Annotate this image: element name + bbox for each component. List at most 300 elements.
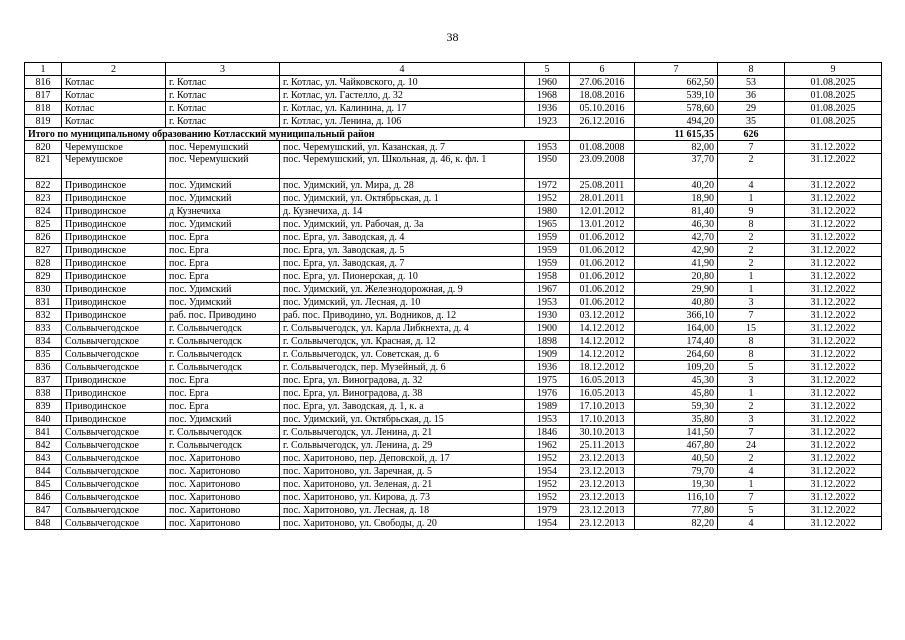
deadline-cell: 31.12.2022 xyxy=(785,192,882,205)
area-cell: 19,30 xyxy=(635,478,718,491)
municipality-cell: Котлас xyxy=(62,102,166,115)
settlement-cell: пос. Удимский xyxy=(166,413,280,426)
residents-cell: 29 xyxy=(718,102,785,115)
residents-cell: 2 xyxy=(718,231,785,244)
residents-cell: 4 xyxy=(718,465,785,478)
year-cell: 1936 xyxy=(525,102,570,115)
row-number-cell: 830 xyxy=(25,283,62,296)
row-number-cell: 836 xyxy=(25,361,62,374)
residents-cell: 4 xyxy=(718,517,785,530)
deadline-cell: 01.08.2025 xyxy=(785,115,882,128)
municipality-cell: Сольвычегодское xyxy=(62,335,166,348)
municipality-cell: Приводинское xyxy=(62,374,166,387)
date-cell: 01.06.2012 xyxy=(570,270,635,283)
deadline-cell: 31.12.2022 xyxy=(785,452,882,465)
settlement-cell: пос. Ерга xyxy=(166,374,280,387)
address-cell: пос. Харитоново, ул. Свободы, д. 20 xyxy=(280,517,525,530)
area-cell: 82,20 xyxy=(635,517,718,530)
table-row xyxy=(25,465,882,478)
date-cell: 23.12.2013 xyxy=(570,491,635,504)
date-cell: 26.12.2016 xyxy=(570,115,635,128)
area-cell: 141,50 xyxy=(635,426,718,439)
deadline-cell: 31.12.2022 xyxy=(785,322,882,335)
column-header: 3 xyxy=(166,63,280,76)
date-cell: 01.06.2012 xyxy=(570,231,635,244)
deadline-cell: 31.12.2022 xyxy=(785,387,882,400)
residents-cell: 36 xyxy=(718,89,785,102)
address-cell: пос. Ерга, ул. Виноградова, д. 32 xyxy=(280,374,525,387)
deadline-cell: 31.12.2022 xyxy=(785,400,882,413)
municipality-cell: Черемушское xyxy=(62,154,166,179)
row-number-cell: 819 xyxy=(25,115,62,128)
row-number-cell: 825 xyxy=(25,218,62,231)
residents-cell: 5 xyxy=(718,361,785,374)
residents-cell: 5 xyxy=(718,504,785,517)
address-cell: г. Сольвычегодск, ул. Ленина, д. 21 xyxy=(280,426,525,439)
area-cell: 45,30 xyxy=(635,374,718,387)
date-cell: 28.01.2011 xyxy=(570,192,635,205)
deadline-cell: 31.12.2022 xyxy=(785,231,882,244)
residents-cell: 1 xyxy=(718,283,785,296)
settlement-cell: д Кузнечиха xyxy=(166,205,280,218)
deadline-cell: 31.12.2022 xyxy=(785,218,882,231)
table-row xyxy=(25,504,882,517)
row-number-cell: 817 xyxy=(25,89,62,102)
table-row xyxy=(25,179,882,192)
deadline-cell: 31.12.2022 xyxy=(785,283,882,296)
area-cell: 539,10 xyxy=(635,89,718,102)
date-cell: 01.06.2012 xyxy=(570,257,635,270)
row-number-cell: 823 xyxy=(25,192,62,205)
table-row xyxy=(25,400,882,413)
residents-cell: 24 xyxy=(718,439,785,452)
date-cell: 16.05.2013 xyxy=(570,387,635,400)
total-row xyxy=(25,128,882,141)
row-number-cell: 821 xyxy=(25,154,62,179)
date-cell: 18.08.2016 xyxy=(570,89,635,102)
settlement-cell: г. Сольвычегодск xyxy=(166,348,280,361)
municipality-cell: Котлас xyxy=(62,76,166,89)
address-cell: пос. Удимский, ул. Рабочая, д. 3а xyxy=(280,218,525,231)
date-cell: 23.12.2013 xyxy=(570,517,635,530)
settlement-cell: пос. Харитоново xyxy=(166,452,280,465)
area-cell: 29,90 xyxy=(635,283,718,296)
municipality-cell: Приводинское xyxy=(62,283,166,296)
year-cell: 1959 xyxy=(525,257,570,270)
table-row xyxy=(25,141,882,154)
column-header: 6 xyxy=(570,63,635,76)
deadline-cell: 31.12.2022 xyxy=(785,244,882,257)
table-row xyxy=(25,115,882,128)
deadline-cell: 31.12.2022 xyxy=(785,439,882,452)
column-number-row xyxy=(25,63,882,76)
residents-cell: 8 xyxy=(718,218,785,231)
year-cell: 1952 xyxy=(525,478,570,491)
area-cell: 40,80 xyxy=(635,296,718,309)
year-cell: 1953 xyxy=(525,413,570,426)
table-row xyxy=(25,76,882,89)
date-cell: 23.12.2013 xyxy=(570,452,635,465)
address-cell: пос. Черемушский, ул. Школьная, д. 46, к. фл. 1 xyxy=(280,154,525,179)
municipality-cell: Приводинское xyxy=(62,400,166,413)
deadline-cell: 31.12.2022 xyxy=(785,465,882,478)
municipality-cell: Сольвычегодское xyxy=(62,348,166,361)
row-number-cell: 822 xyxy=(25,179,62,192)
area-cell: 366,10 xyxy=(635,309,718,322)
table-row xyxy=(25,517,882,530)
residents-cell: 53 xyxy=(718,76,785,89)
address-cell: пос. Ерга, ул. Виноградова, д. 38 xyxy=(280,387,525,400)
residents-cell: 1 xyxy=(718,270,785,283)
row-number-cell: 838 xyxy=(25,387,62,400)
settlement-cell: г. Сольвычегодск xyxy=(166,335,280,348)
year-cell: 1958 xyxy=(525,270,570,283)
table-row xyxy=(25,205,882,218)
address-cell: пос. Удимский, ул. Железнодорожная, д. 9 xyxy=(280,283,525,296)
area-cell: 494,20 xyxy=(635,115,718,128)
residents-cell: 9 xyxy=(718,205,785,218)
deadline-cell: 31.12.2022 xyxy=(785,426,882,439)
settlement-cell: г. Котлас xyxy=(166,102,280,115)
year-cell: 1953 xyxy=(525,141,570,154)
settlement-cell: пос. Черемушский xyxy=(166,154,280,179)
row-number-cell: 840 xyxy=(25,413,62,426)
deadline-cell: 31.12.2022 xyxy=(785,154,882,179)
residents-cell: 7 xyxy=(718,309,785,322)
area-cell: 46,30 xyxy=(635,218,718,231)
area-cell: 18,90 xyxy=(635,192,718,205)
table-row xyxy=(25,491,882,504)
row-number-cell: 837 xyxy=(25,374,62,387)
settlement-cell: пос. Ерга xyxy=(166,387,280,400)
table-row xyxy=(25,283,882,296)
municipality-cell: Сольвычегодское xyxy=(62,504,166,517)
area-cell: 82,00 xyxy=(635,141,718,154)
date-cell: 17.10.2013 xyxy=(570,400,635,413)
year-cell: 1954 xyxy=(525,465,570,478)
address-cell: пос. Харитоново, ул. Заречная, д. 5 xyxy=(280,465,525,478)
settlement-cell: г. Сольвычегодск xyxy=(166,426,280,439)
settlement-cell: пос. Харитоново xyxy=(166,517,280,530)
residents-cell: 2 xyxy=(718,244,785,257)
table-row xyxy=(25,439,882,452)
municipality-cell: Приводинское xyxy=(62,270,166,283)
area-cell: 578,60 xyxy=(635,102,718,115)
settlement-cell: пос. Удимский xyxy=(166,283,280,296)
address-cell: г. Котлас, ул. Чайковского, д. 10 xyxy=(280,76,525,89)
date-cell: 14.12.2012 xyxy=(570,322,635,335)
settlement-cell: пос. Харитоново xyxy=(166,491,280,504)
table-row xyxy=(25,374,882,387)
column-header: 1 xyxy=(25,63,62,76)
deadline-cell: 31.12.2022 xyxy=(785,141,882,154)
year-cell: 1962 xyxy=(525,439,570,452)
address-cell: г. Сольвычегодск, ул. Красная, д. 12 xyxy=(280,335,525,348)
empty-cell xyxy=(570,128,635,141)
deadline-cell: 31.12.2022 xyxy=(785,478,882,491)
municipality-cell: Сольвычегодское xyxy=(62,426,166,439)
table-row xyxy=(25,244,882,257)
address-cell: пос. Харитоново, ул. Лесная, д. 18 xyxy=(280,504,525,517)
row-number-cell: 827 xyxy=(25,244,62,257)
column-header: 9 xyxy=(785,63,882,76)
year-cell: 1989 xyxy=(525,400,570,413)
date-cell: 01.06.2012 xyxy=(570,296,635,309)
year-cell: 1954 xyxy=(525,517,570,530)
row-number-cell: 826 xyxy=(25,231,62,244)
date-cell: 25.11.2013 xyxy=(570,439,635,452)
area-cell: 116,10 xyxy=(635,491,718,504)
date-cell: 17.10.2013 xyxy=(570,413,635,426)
address-cell: пос. Харитоново, ул. Зеленая, д. 21 xyxy=(280,478,525,491)
deadline-cell: 01.08.2025 xyxy=(785,76,882,89)
area-cell: 35,80 xyxy=(635,413,718,426)
table-row xyxy=(25,478,882,491)
date-cell: 12.01.2012 xyxy=(570,205,635,218)
residents-cell: 2 xyxy=(718,154,785,179)
address-cell: пос. Ерга, ул. Заводская, д. 1, к. а xyxy=(280,400,525,413)
area-cell: 40,20 xyxy=(635,179,718,192)
year-cell: 1975 xyxy=(525,374,570,387)
date-cell: 13.01.2012 xyxy=(570,218,635,231)
year-cell: 1846 xyxy=(525,426,570,439)
table-row xyxy=(25,348,882,361)
area-cell: 42,70 xyxy=(635,231,718,244)
year-cell: 1950 xyxy=(525,154,570,179)
table-row xyxy=(25,89,882,102)
residents-cell: 1 xyxy=(718,478,785,491)
row-number-cell: 828 xyxy=(25,257,62,270)
date-cell: 23.09.2008 xyxy=(570,154,635,179)
area-cell: 59,30 xyxy=(635,400,718,413)
residents-cell: 1 xyxy=(718,192,785,205)
table-row xyxy=(25,231,882,244)
deadline-cell: 31.12.2022 xyxy=(785,413,882,426)
date-cell: 14.12.2012 xyxy=(570,348,635,361)
year-cell: 1952 xyxy=(525,491,570,504)
settlement-cell: раб. пос. Приводино xyxy=(166,309,280,322)
row-number-cell: 844 xyxy=(25,465,62,478)
deadline-cell: 01.08.2025 xyxy=(785,102,882,115)
area-cell: 37,70 xyxy=(635,154,718,179)
page-number: 38 xyxy=(446,30,459,44)
municipality-cell: Сольвычегодское xyxy=(62,361,166,374)
deadline-cell: 01.08.2025 xyxy=(785,89,882,102)
settlement-cell: пос. Ерга xyxy=(166,231,280,244)
residents-cell: 35 xyxy=(718,115,785,128)
address-cell: пос. Удимский, ул. Лесная, д. 10 xyxy=(280,296,525,309)
residents-cell: 15 xyxy=(718,322,785,335)
municipality-cell: Приводинское xyxy=(62,257,166,270)
table-row xyxy=(25,270,882,283)
area-cell: 662,50 xyxy=(635,76,718,89)
date-cell: 30.10.2013 xyxy=(570,426,635,439)
address-cell: г. Котлас, ул. Ленина, д. 106 xyxy=(280,115,525,128)
table-row xyxy=(25,426,882,439)
address-cell: пос. Ерга, ул. Заводская, д. 7 xyxy=(280,257,525,270)
municipality-cell: Приводинское xyxy=(62,179,166,192)
row-number-cell: 820 xyxy=(25,141,62,154)
address-cell: пос. Ерга, ул. Пионерская, д. 10 xyxy=(280,270,525,283)
row-number-cell: 834 xyxy=(25,335,62,348)
area-cell: 164,00 xyxy=(635,322,718,335)
municipality-cell: Приводинское xyxy=(62,413,166,426)
year-cell: 1953 xyxy=(525,296,570,309)
address-cell: г. Котлас, ул. Гастелло, д. 32 xyxy=(280,89,525,102)
date-cell: 05.10.2016 xyxy=(570,102,635,115)
settlement-cell: г. Сольвычегодск xyxy=(166,322,280,335)
deadline-cell: 31.12.2022 xyxy=(785,257,882,270)
total-label-cell: Итого по муниципальному образованию Котласский муниципальный район xyxy=(25,128,570,141)
year-cell: 1965 xyxy=(525,218,570,231)
deadline-cell: 31.12.2022 xyxy=(785,491,882,504)
year-cell: 1936 xyxy=(525,361,570,374)
settlement-cell: пос. Удимский xyxy=(166,218,280,231)
address-cell: г. Сольвычегодск, пер. Музейный, д. 6 xyxy=(280,361,525,374)
year-cell: 1959 xyxy=(525,231,570,244)
municipality-cell: Черемушское xyxy=(62,141,166,154)
municipality-cell: Приводинское xyxy=(62,296,166,309)
year-cell: 1900 xyxy=(525,322,570,335)
row-number-cell: 842 xyxy=(25,439,62,452)
row-number-cell: 833 xyxy=(25,322,62,335)
row-number-cell: 845 xyxy=(25,478,62,491)
settlement-cell: пос. Харитоново xyxy=(166,504,280,517)
address-cell: пос. Харитоново, ул. Кирова, д. 73 xyxy=(280,491,525,504)
address-cell: пос. Удимский, ул. Октябрьская, д. 1 xyxy=(280,192,525,205)
table-row xyxy=(25,218,882,231)
settlement-cell: пос. Ерга xyxy=(166,244,280,257)
residents-cell: 2 xyxy=(718,452,785,465)
deadline-cell: 31.12.2022 xyxy=(785,205,882,218)
settlement-cell: пос. Ерга xyxy=(166,400,280,413)
date-cell: 16.05.2013 xyxy=(570,374,635,387)
municipality-cell: Приводинское xyxy=(62,205,166,218)
municipality-cell: Приводинское xyxy=(62,309,166,322)
residents-cell: 2 xyxy=(718,257,785,270)
area-cell: 77,80 xyxy=(635,504,718,517)
date-cell: 01.08.2008 xyxy=(570,141,635,154)
row-number-cell: 835 xyxy=(25,348,62,361)
date-cell: 23.12.2013 xyxy=(570,504,635,517)
residents-cell: 1 xyxy=(718,387,785,400)
date-cell: 25.08.2011 xyxy=(570,179,635,192)
settlement-cell: пос. Харитоново xyxy=(166,465,280,478)
column-header: 2 xyxy=(62,63,166,76)
year-cell: 1898 xyxy=(525,335,570,348)
year-cell: 1930 xyxy=(525,309,570,322)
address-cell: пос. Удимский, ул. Октябрьская, д. 15 xyxy=(280,413,525,426)
area-cell: 79,70 xyxy=(635,465,718,478)
table-row xyxy=(25,309,882,322)
municipality-cell: Котлас xyxy=(62,115,166,128)
deadline-cell: 31.12.2022 xyxy=(785,309,882,322)
municipality-cell: Сольвычегодское xyxy=(62,465,166,478)
date-cell: 18.12.2012 xyxy=(570,361,635,374)
year-cell: 1952 xyxy=(525,452,570,465)
municipality-cell: Сольвычегодское xyxy=(62,491,166,504)
deadline-cell: 31.12.2022 xyxy=(785,348,882,361)
date-cell: 01.06.2012 xyxy=(570,283,635,296)
table-row xyxy=(25,296,882,309)
area-cell: 42,90 xyxy=(635,244,718,257)
residents-cell: 2 xyxy=(718,400,785,413)
municipality-cell: Сольвычегодское xyxy=(62,478,166,491)
municipality-cell: Приводинское xyxy=(62,231,166,244)
settlement-cell: пос. Ерга xyxy=(166,257,280,270)
total-residents-cell: 626 xyxy=(718,128,785,141)
row-number-cell: 831 xyxy=(25,296,62,309)
settlement-cell: пос. Удимский xyxy=(166,179,280,192)
date-cell: 14.12.2012 xyxy=(570,335,635,348)
address-cell: д. Кузнечиха, д. 14 xyxy=(280,205,525,218)
area-cell: 174,40 xyxy=(635,335,718,348)
settlement-cell: пос. Черемушский xyxy=(166,141,280,154)
date-cell: 23.12.2013 xyxy=(570,478,635,491)
deadline-cell: 31.12.2022 xyxy=(785,361,882,374)
address-cell: пос. Ерга, ул. Заводская, д. 4 xyxy=(280,231,525,244)
year-cell: 1959 xyxy=(525,244,570,257)
housing-registry-table xyxy=(24,62,882,530)
table-row xyxy=(25,413,882,426)
address-cell: г. Котлас, ул. Калинина, д. 17 xyxy=(280,102,525,115)
row-number-cell: 841 xyxy=(25,426,62,439)
row-number-cell: 829 xyxy=(25,270,62,283)
year-cell: 1976 xyxy=(525,387,570,400)
municipality-cell: Приводинское xyxy=(62,244,166,257)
table-row xyxy=(25,257,882,270)
empty-cell xyxy=(785,128,882,141)
residents-cell: 8 xyxy=(718,348,785,361)
address-cell: г. Сольвычегодск, ул. Карла Либкнехта, д. 4 xyxy=(280,322,525,335)
year-cell: 1979 xyxy=(525,504,570,517)
area-cell: 81,40 xyxy=(635,205,718,218)
date-cell: 27.06.2016 xyxy=(570,76,635,89)
date-cell: 01.06.2012 xyxy=(570,244,635,257)
settlement-cell: г. Сольвычегодск xyxy=(166,439,280,452)
area-cell: 20,80 xyxy=(635,270,718,283)
total-area-cell: 11 615,35 xyxy=(635,128,718,141)
year-cell: 1960 xyxy=(525,76,570,89)
residents-cell: 3 xyxy=(718,296,785,309)
row-number-cell: 847 xyxy=(25,504,62,517)
settlement-cell: пос. Харитоново xyxy=(166,478,280,491)
table-row xyxy=(25,192,882,205)
municipality-cell: Приводинское xyxy=(62,192,166,205)
address-cell: г. Сольвычегодск, ул. Ленина, д. 29 xyxy=(280,439,525,452)
area-cell: 45,80 xyxy=(635,387,718,400)
municipality-cell: Сольвычегодское xyxy=(62,439,166,452)
settlement-cell: г. Котлас xyxy=(166,115,280,128)
municipality-cell: Сольвычегодское xyxy=(62,322,166,335)
residents-cell: 7 xyxy=(718,491,785,504)
year-cell: 1967 xyxy=(525,283,570,296)
area-cell: 41,90 xyxy=(635,257,718,270)
year-cell: 1980 xyxy=(525,205,570,218)
row-number-cell: 848 xyxy=(25,517,62,530)
settlement-cell: г. Сольвычегодск xyxy=(166,361,280,374)
address-cell: пос. Ерга, ул. Заводская, д. 5 xyxy=(280,244,525,257)
table-row xyxy=(25,322,882,335)
deadline-cell: 31.12.2022 xyxy=(785,270,882,283)
column-header: 7 xyxy=(635,63,718,76)
row-number-cell: 832 xyxy=(25,309,62,322)
residents-cell: 3 xyxy=(718,413,785,426)
table-row xyxy=(25,154,882,179)
row-number-cell: 824 xyxy=(25,205,62,218)
address-cell: пос. Харитоново, пер. Деповской, д. 17 xyxy=(280,452,525,465)
municipality-cell: Котлас xyxy=(62,89,166,102)
